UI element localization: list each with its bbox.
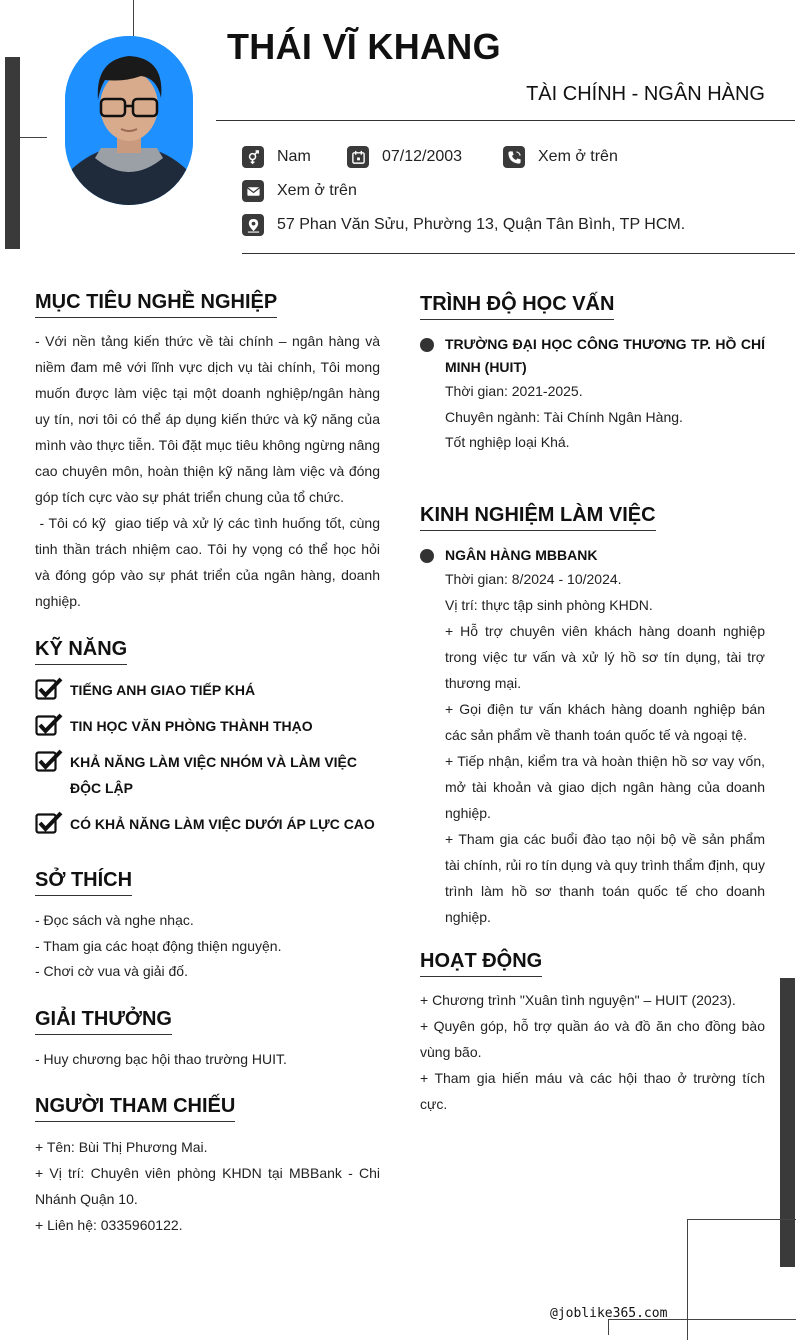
activity-item: + Tham gia hiến máu và các hội thao ở trường tích cực. bbox=[420, 1070, 765, 1112]
info-phone bbox=[503, 146, 618, 168]
info-address bbox=[242, 214, 685, 236]
experience-task: + Tiếp nhận, kiểm tra và hoàn thiện hồ sơ vay vốn, mở tài khoản và giao dịch ngân hàng của doanh nghiệp. bbox=[445, 753, 765, 821]
avatar bbox=[65, 36, 193, 205]
activity-item: + Chương trình "Xuân tình nguyện" – HUIT (2023). bbox=[420, 992, 736, 1008]
birthday-value: 07/12/2003 bbox=[382, 148, 463, 165]
section-title: MỤC TIÊU NGHỀ NGHIỆP bbox=[35, 291, 277, 318]
education-time: Thời gian: 2021-2025. bbox=[445, 383, 583, 399]
section-title: KỸ NĂNG bbox=[35, 638, 127, 665]
hobby-item: - Chơi cờ vua và giải đố. bbox=[35, 963, 188, 979]
reference-position: + Vị trí: Chuyên viên phòng KHDN tại MBBank - Chi Nhánh Quận 10. bbox=[35, 1165, 380, 1207]
education-grade: Tốt nghiệp loại Khá. bbox=[445, 434, 570, 450]
location-icon bbox=[242, 214, 264, 236]
education-major: Chuyên ngành: Tài Chính Ngân Hàng. bbox=[445, 408, 683, 425]
decor-line-left bbox=[20, 137, 47, 138]
experience-task: + Gọi điện tư vấn khách hàng doanh nghiệp bán các sản phẩm về thanh toán quốc tế và ngoại tệ. bbox=[445, 701, 765, 743]
reference-contact: + Liên hệ: 0335960122. bbox=[35, 1217, 183, 1233]
mail-icon bbox=[242, 180, 264, 202]
skill-item bbox=[35, 749, 380, 801]
checkbox-checked-icon bbox=[35, 811, 63, 835]
decor-bar-left bbox=[5, 57, 20, 249]
section-title: HOẠT ĐỘNG bbox=[420, 950, 542, 977]
reference-name: + Tên: Bùi Thị Phương Mai. bbox=[35, 1139, 208, 1155]
skill-label: TIẾNG ANH GIAO TIẾP KHÁ bbox=[70, 682, 256, 698]
experience-section bbox=[420, 504, 765, 930]
activity-item: + Quyên góp, hỗ trợ quần áo và đồ ăn cho đồng bào vùng bão. bbox=[420, 1018, 765, 1060]
info-birthday bbox=[347, 146, 462, 168]
skill-label: KHẢ NĂNG LÀM VIỆC NHÓM VÀ LÀM VIỆC ĐỘC LẬP bbox=[70, 754, 357, 796]
bullet-dot bbox=[420, 338, 434, 352]
section-title: NGƯỜI THAM CHIẾU bbox=[35, 1095, 235, 1122]
phone-value: Xem ở trên bbox=[538, 148, 618, 165]
calendar-icon bbox=[347, 146, 369, 168]
info-gender bbox=[242, 146, 311, 168]
hobby-item: - Đọc sách và nghe nhạc. bbox=[35, 912, 194, 928]
awards-section bbox=[35, 1008, 380, 1073]
objective-paragraph: - Tôi có kỹ giao tiếp và xử lý các tình huống tốt, cùng tinh thần trách nhiệm cao. Tôi hy vọng có thể học hỏi và đóng góp vào sự phát triển của ngân hàng, doanh nghiệp. bbox=[35, 515, 384, 609]
school-name: TRƯỜNG ĐẠI HỌC CÔNG THƯƠNG TP. HỒ CHÍ MINH (HUIT) bbox=[445, 336, 765, 375]
experience-position: Vị trí: thực tập sinh phòng KHDN. bbox=[445, 596, 653, 613]
watermark: @joblike365.com bbox=[550, 1306, 668, 1321]
email-value: Xem ở trên bbox=[277, 182, 357, 199]
skill-item bbox=[35, 677, 380, 703]
skill-item bbox=[35, 811, 380, 837]
divider bbox=[242, 253, 795, 254]
gender-icon bbox=[242, 146, 264, 168]
award-item: - Huy chương bạc hội thao trường HUIT. bbox=[35, 1051, 287, 1067]
hobbies-section bbox=[35, 869, 380, 985]
checkbox-checked-icon bbox=[35, 749, 63, 773]
section-title: SỞ THÍCH bbox=[35, 869, 132, 896]
info-email bbox=[242, 180, 357, 202]
objective-section bbox=[35, 291, 384, 614]
section-title: KINH NGHIỆM LÀM VIỆC bbox=[420, 504, 656, 531]
section-title: GIẢI THƯỞNG bbox=[35, 1008, 172, 1035]
section-title: TRÌNH ĐỘ HỌC VẤN bbox=[420, 293, 614, 320]
bullet-dot bbox=[420, 549, 434, 563]
decor-frame-bottom-right bbox=[687, 1219, 796, 1340]
references-section bbox=[35, 1095, 380, 1238]
job-title: TÀI CHÍNH - NGÂN HÀNG bbox=[526, 83, 765, 105]
skills-section bbox=[35, 638, 380, 847]
education-section bbox=[420, 293, 765, 456]
checkbox-checked-icon bbox=[35, 677, 63, 701]
hobby-item: - Tham gia các hoạt động thiện nguyện. bbox=[35, 937, 282, 954]
skill-label: CÓ KHẢ NĂNG LÀM VIỆC DƯỚI ÁP LỰC CAO bbox=[70, 816, 375, 832]
decor-line-bottom-vertical bbox=[608, 1319, 609, 1335]
divider bbox=[216, 120, 795, 121]
candidate-name: THÁI VĨ KHANG bbox=[227, 26, 501, 67]
experience-task: + Tham gia các buổi đào tạo nội bộ về sản phẩm tài chính, rủi ro tín dụng và quy trình thẩm định, quy trình làm hồ sơ thanh toán quốc tế cho doanh nghiệp. bbox=[445, 831, 765, 925]
decor-line-top bbox=[133, 0, 134, 36]
address-value: 57 Phan Văn Sửu, Phường 13, Quận Tân Bình, TP HCM. bbox=[277, 216, 686, 233]
phone-icon bbox=[503, 146, 525, 168]
activities-section bbox=[420, 950, 765, 1117]
skill-label: TIN HỌC VĂN PHÒNG THÀNH THẠO bbox=[70, 718, 313, 734]
experience-time: Thời gian: 8/2024 - 10/2024. bbox=[445, 571, 622, 587]
experience-task: + Hỗ trợ chuyên viên khách hàng doanh nghiệp trong việc tư vấn và xử lý hồ sơ tín dụng, tài trợ thương mại. bbox=[445, 623, 765, 691]
gender-value: Nam bbox=[277, 148, 311, 165]
objective-paragraph: - Với nền tảng kiến thức về tài chính – ngân hàng và niềm đam mê với lĩnh vực dịch vụ tài chính, Tôi mong muốn được làm việc tại một doanh nghiệp/ngân hàng uy tín, nơi tôi có thể áp dụng kiến thức và kỹ năng của mình vào thực tiễn. Tôi đặt mục tiêu không ngừng nâng cao chuyên môn, hoàn thiện kỹ năng làm việc và đóng góp tích cực vào sự phát triển chung của tổ chức. bbox=[35, 333, 380, 505]
checkbox-checked-icon bbox=[35, 713, 63, 737]
company-name: NGÂN HÀNG MBBANK bbox=[445, 547, 598, 563]
skill-item bbox=[35, 713, 380, 739]
